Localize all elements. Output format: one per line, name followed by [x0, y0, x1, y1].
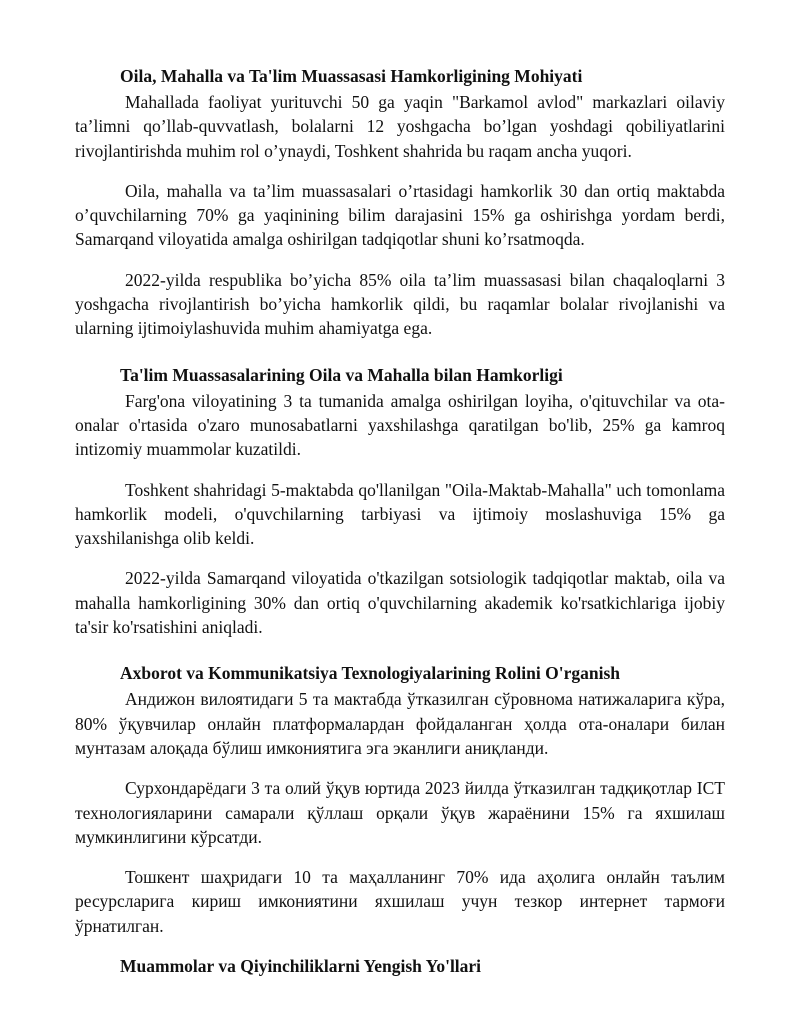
section-heading: Oila, Mahalla va Ta'lim Muassasasi Hamkorligining Mohiyati [120, 66, 583, 86]
document-page [75, 64, 725, 980]
section-1 [75, 64, 725, 341]
paragraph: Mahallada faoliyat yurituvchi 50 ga yaqin "Barkamol avlod" markazlari oilaviy ta’limni qo’llab-quvvatlash, bolalarni 12 yoshgacha bo’lgan yoshdagi qobiliyatlarini rivojlantirishda muhim rol o’ynaydi, Toshkent shahrida bu raqam ancha yuqori. [75, 92, 725, 161]
section-heading: Muammolar va Qiyinchiliklarni Yengish Yo'llari [120, 956, 482, 977]
section-heading: Axborot va Kommunikatsiya Texnologiyalarining Rolini O'rganish [120, 663, 620, 684]
section-heading: Ta'lim Muassasalarining Oila va Mahalla bilan Hamkorligi [120, 364, 563, 385]
paragraph: Тошкент шаҳридаги 10 та маҳалланинг 70% ида аҳолига онлайн таълим ресурсларига кириш имкониятини яхшилаш учун тезкор интернет тармоғи ўрнатилган. [75, 867, 725, 936]
paragraph: 2022-yilda Samarqand viloyatida o'tkazilgan sotsiologik tadqiqotlar maktab, oila va mahalla hamkorligining 30% dan ortiq o'quvchilarning akademik ko'rsatkichlariga ijobiy ta'sir ko'rsatishini aniqladi. [75, 568, 725, 638]
section-3 [75, 661, 725, 938]
section-2 [75, 363, 725, 640]
paragraph: Сурхондарёдаги 3 та олий ўқув юртида 2023 йилда ўтказилган тадқиқотлар ICT технологияларини самарали қўллаш орқали ўқув жараёнини 15% га яхшилаш мумкинлигини кўрсатди. [75, 778, 725, 847]
paragraph: Андижон вилоятидаги 5 та мактабда ўтказилган сўровнома натижаларига кўра, 80% ўқувчилар онлайн платформалардан фойдаланган ҳолда ота-оналари билан мунтазам алоқада бўлиш имкониятига эга эканлиги аниқланди. [75, 689, 725, 758]
paragraph: Toshkent shahridagi 5-maktabda qo'llanilgan "Oila-Maktab-Mahalla" uch tomonlama hamkorlik modeli, o'quvchilarning tarbiyasi va ijtimoiy moslashuviga 15% ga yaxshilanishga olib keldi. [75, 479, 725, 549]
paragraph: Oila, mahalla va ta’lim muassasalari o’rtasidagi hamkorlik 30 dan ortiq maktabda o’quvchilarning 70% ga yaqinining bilim darajasini 15% ga oshirishga yordam berdi, Samarqand viloyatida amalga oshirilgan tadqiqotlar shuni ko’rsatmoqda. [75, 180, 725, 250]
paragraph: Farg'ona viloyatining 3 ta tumanida amalga oshirilgan loyiha, o'qituvchilar va ota-onalar o'rtasida o'zaro munosabatlarni yaxshilashga qaratilgan bo'lib, 25% ga kamroq intizomiy muammolar kuzatildi. [75, 390, 725, 460]
paragraph: 2022-yilda respublika bo’yicha 85% oila ta’lim muassasasi bilan chaqaloqlarni 3 yoshgacha rivojlantirish bo’yicha hamkorlik qildi, bu raqamlar bolalar rivojlanishi va ularning ijtimoiylashuvida muhim ahamiyatga ega. [75, 269, 725, 339]
section-4 [75, 954, 725, 978]
